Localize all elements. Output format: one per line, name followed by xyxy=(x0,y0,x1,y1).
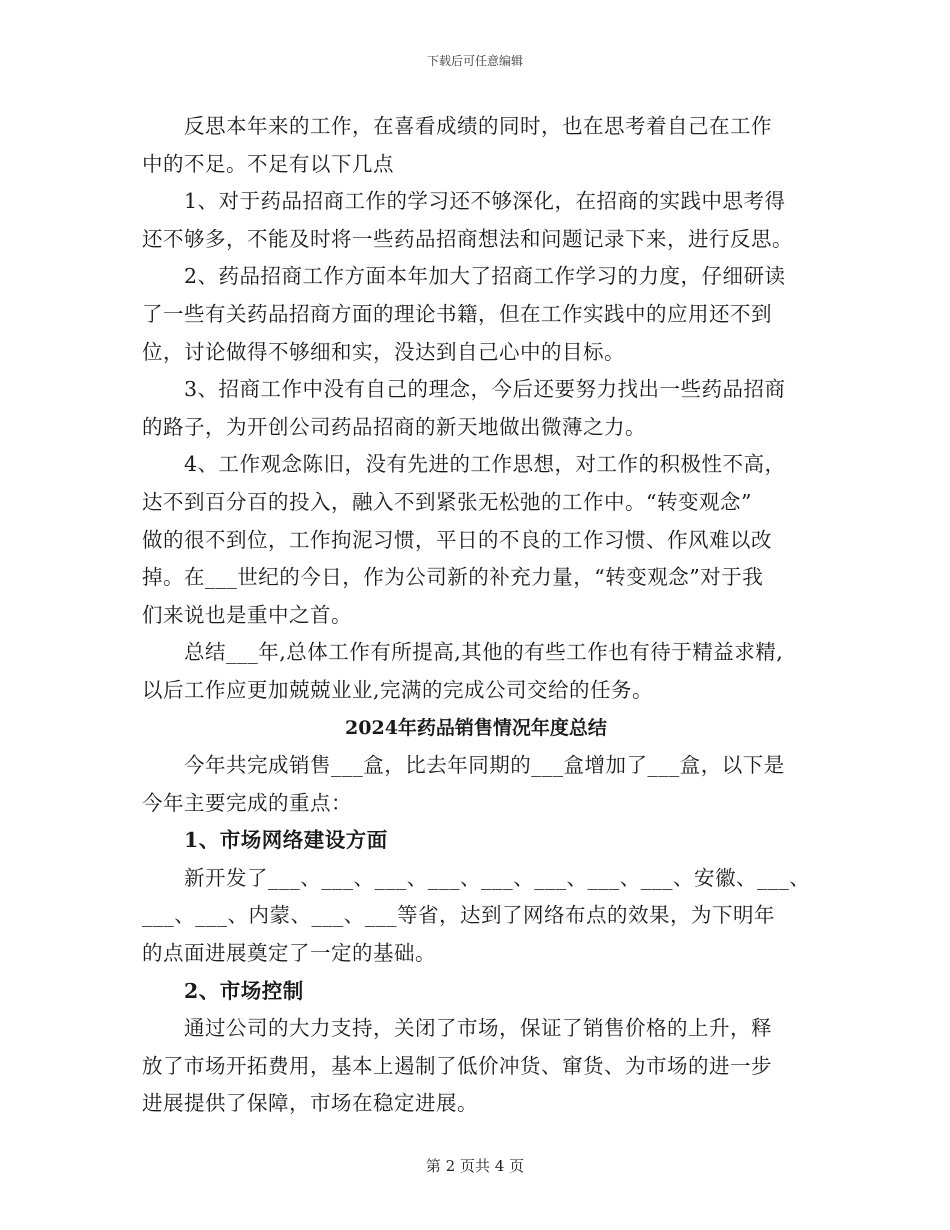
document-body xyxy=(142,108,810,1123)
text-line: 反思本年来的工作，在喜看成绩的同时，也在思考着自己在工作 xyxy=(184,114,772,138)
text-line: 的点面进展奠定了一定的基础。 xyxy=(142,941,436,966)
page-header: 下载后可任意编辑 xyxy=(426,54,523,68)
text-line: 放了市场开拓费用，基本上遏制了低价冲货、窜货、为市场的进一步 xyxy=(142,1053,772,1078)
text-line: 了一些有关药品招商方面的理论书籍，但在工作实践中的应用还不到 xyxy=(142,301,772,326)
text-line: 通过公司的大力支持，关闭了市场，保证了销售价格的上升，释 xyxy=(184,1016,772,1041)
text-line: 中的不足。不足有以下几点 xyxy=(142,151,394,176)
text-line: 们来说也是重中之首。 xyxy=(142,602,352,627)
text-line: 达不到百分百的投入，融入不到紧张无松弛的工作中。“转变观念” xyxy=(142,489,752,514)
text-line: 1、对于药品招商工作的学习还不够深化，在招商的实践中思考得 xyxy=(184,189,786,214)
text-line: 的路子，为开创公司药品招商的新天地做出微薄之力。 xyxy=(142,414,646,439)
text-line: 3、招商工作中没有自己的理念，今后还要努力找出一些药品招商 xyxy=(184,377,786,402)
text-line: 4、工作观念陈旧，没有先进的工作思想，对工作的积极性不高， xyxy=(184,452,786,477)
section-title: 2024年药品销售情况年度总结 xyxy=(345,716,607,739)
text-line: 新开发了___、___、___、___、___、___、___、___、安徽、___、 xyxy=(184,865,811,890)
text-line: 进展提供了保障，市场在稳定进展。 xyxy=(142,1091,478,1116)
page-footer: 第 2 页共 4 页 xyxy=(425,1157,525,1175)
subheading: 2、市场控制 xyxy=(184,978,304,1003)
text-line: 掉。在___世纪的今日，作为公司新的补充力量，“转变观念”对于我 xyxy=(142,565,764,590)
text-line: 总结___年,总体工作有所提高,其他的有些工作也有待于精益求精, xyxy=(184,640,784,665)
text-line: 位，讨论做得不够细和实，没达到自己心中的目标。 xyxy=(142,339,625,364)
text-line: 做的很不到位，工作拘泥习惯，平日的不良的工作习惯、作风难以改 xyxy=(142,527,772,552)
subheading: 1、市场网络建设方面 xyxy=(184,828,388,853)
text-line: ___、___、内蒙、___、___等省，达到了网络布点的效果，为下明年 xyxy=(142,903,775,928)
text-line: 今年共完成销售___盒，比去年同期的___盒增加了___盒，以下是 xyxy=(184,753,785,778)
text-line: 2、药品招商工作方面本年加大了招商工作学习的力度，仔细研读 xyxy=(184,264,786,289)
text-line: 还不够多，不能及时将一些药品招商想法和问题记录下来，进行反思。 xyxy=(142,226,793,251)
text-line: 以后工作应更加兢兢业业,完满的完成公司交给的任务。 xyxy=(142,677,654,702)
text-line: 今年主要完成的重点： xyxy=(142,790,352,815)
